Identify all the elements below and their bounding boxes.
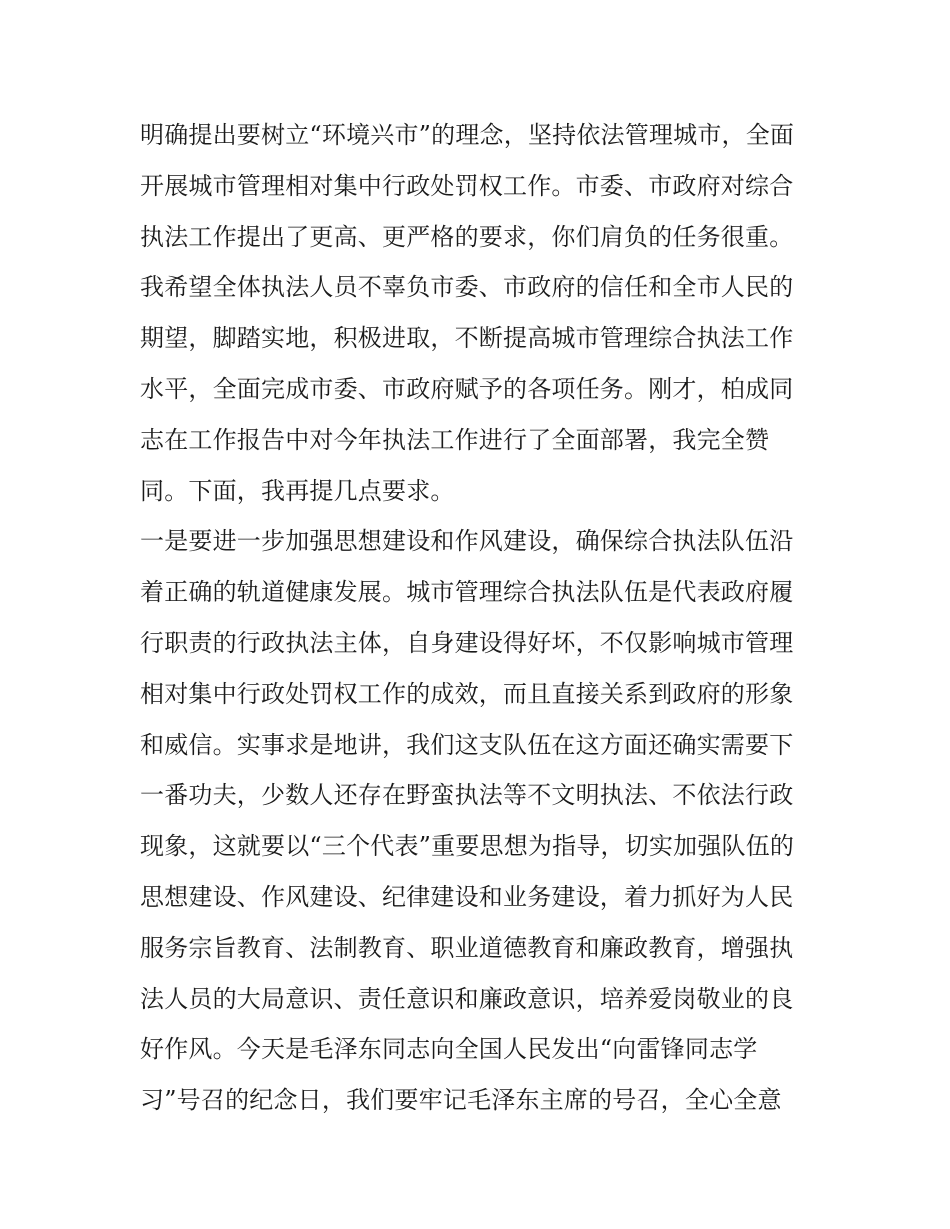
text-line: 明确提出要树立“环境兴市”的理念，坚持依法管理城市，全面 bbox=[140, 121, 795, 149]
text-line: 开展城市管理相对集中行政处罚权工作。市委、市政府对综合 bbox=[140, 171, 794, 200]
text-line: 一番功夫，少数人还存在野蛮执法等不文明执法、不依法行政 bbox=[140, 781, 794, 810]
text-line: 同。下面，我再提几点要求。 bbox=[140, 476, 455, 505]
text-line: 法人员的大局意识、责任意识和廉政意识，培养爱岗敬业的良 bbox=[140, 984, 794, 1013]
text-line: 和威信。实事求是地讲，我们这支队伍在这方面还确实需要下 bbox=[140, 730, 794, 759]
text-line: 服务宗旨教育、法制教育、职业道德教育和廉政教育，增强执 bbox=[140, 933, 794, 962]
text-line: 行职责的行政执法主体，自身建设得好坏，不仅影响城市管理 bbox=[140, 628, 794, 657]
body-text bbox=[140, 110, 830, 1126]
text-line: 水平，全面完成市委、市政府赋予的各项任务。刚才，柏成同 bbox=[140, 374, 794, 403]
text-line: 一是要进一步加强思想建设和作风建设，确保综合执法队伍沿 bbox=[140, 527, 794, 556]
text-line: 期望，脚踏实地，积极进取，不断提高城市管理综合执法工作 bbox=[140, 324, 794, 353]
text-line: 习”号召的纪念日，我们要牢记毛泽东主席的号召，全心全意 bbox=[140, 1086, 782, 1115]
text-line: 好作风。今天是毛泽东同志向全国人民发出“向雷锋同志学 bbox=[140, 1035, 758, 1064]
text-line: 现象，这就要以“三个代表”重要思想为指导，切实加强队伍的 bbox=[140, 832, 795, 861]
text-line: 志在工作报告中对今年执法工作进行了全面部署，我完全赞 bbox=[140, 425, 770, 454]
text-line: 我希望全体执法人员不辜负市委、市政府的信任和全市人民的 bbox=[140, 273, 794, 302]
text-line: 着正确的轨道健康发展。城市管理综合执法队伍是代表政府履 bbox=[140, 578, 794, 607]
text-line: 相对集中行政处罚权工作的成效，而且直接关系到政府的形象 bbox=[140, 679, 794, 708]
text-line: 执法工作提出了更高、更严格的要求，你们肩负的任务很重。 bbox=[140, 222, 794, 251]
text-line: 思想建设、作风建设、纪律建设和业务建设，着力抓好为人民 bbox=[140, 882, 794, 911]
